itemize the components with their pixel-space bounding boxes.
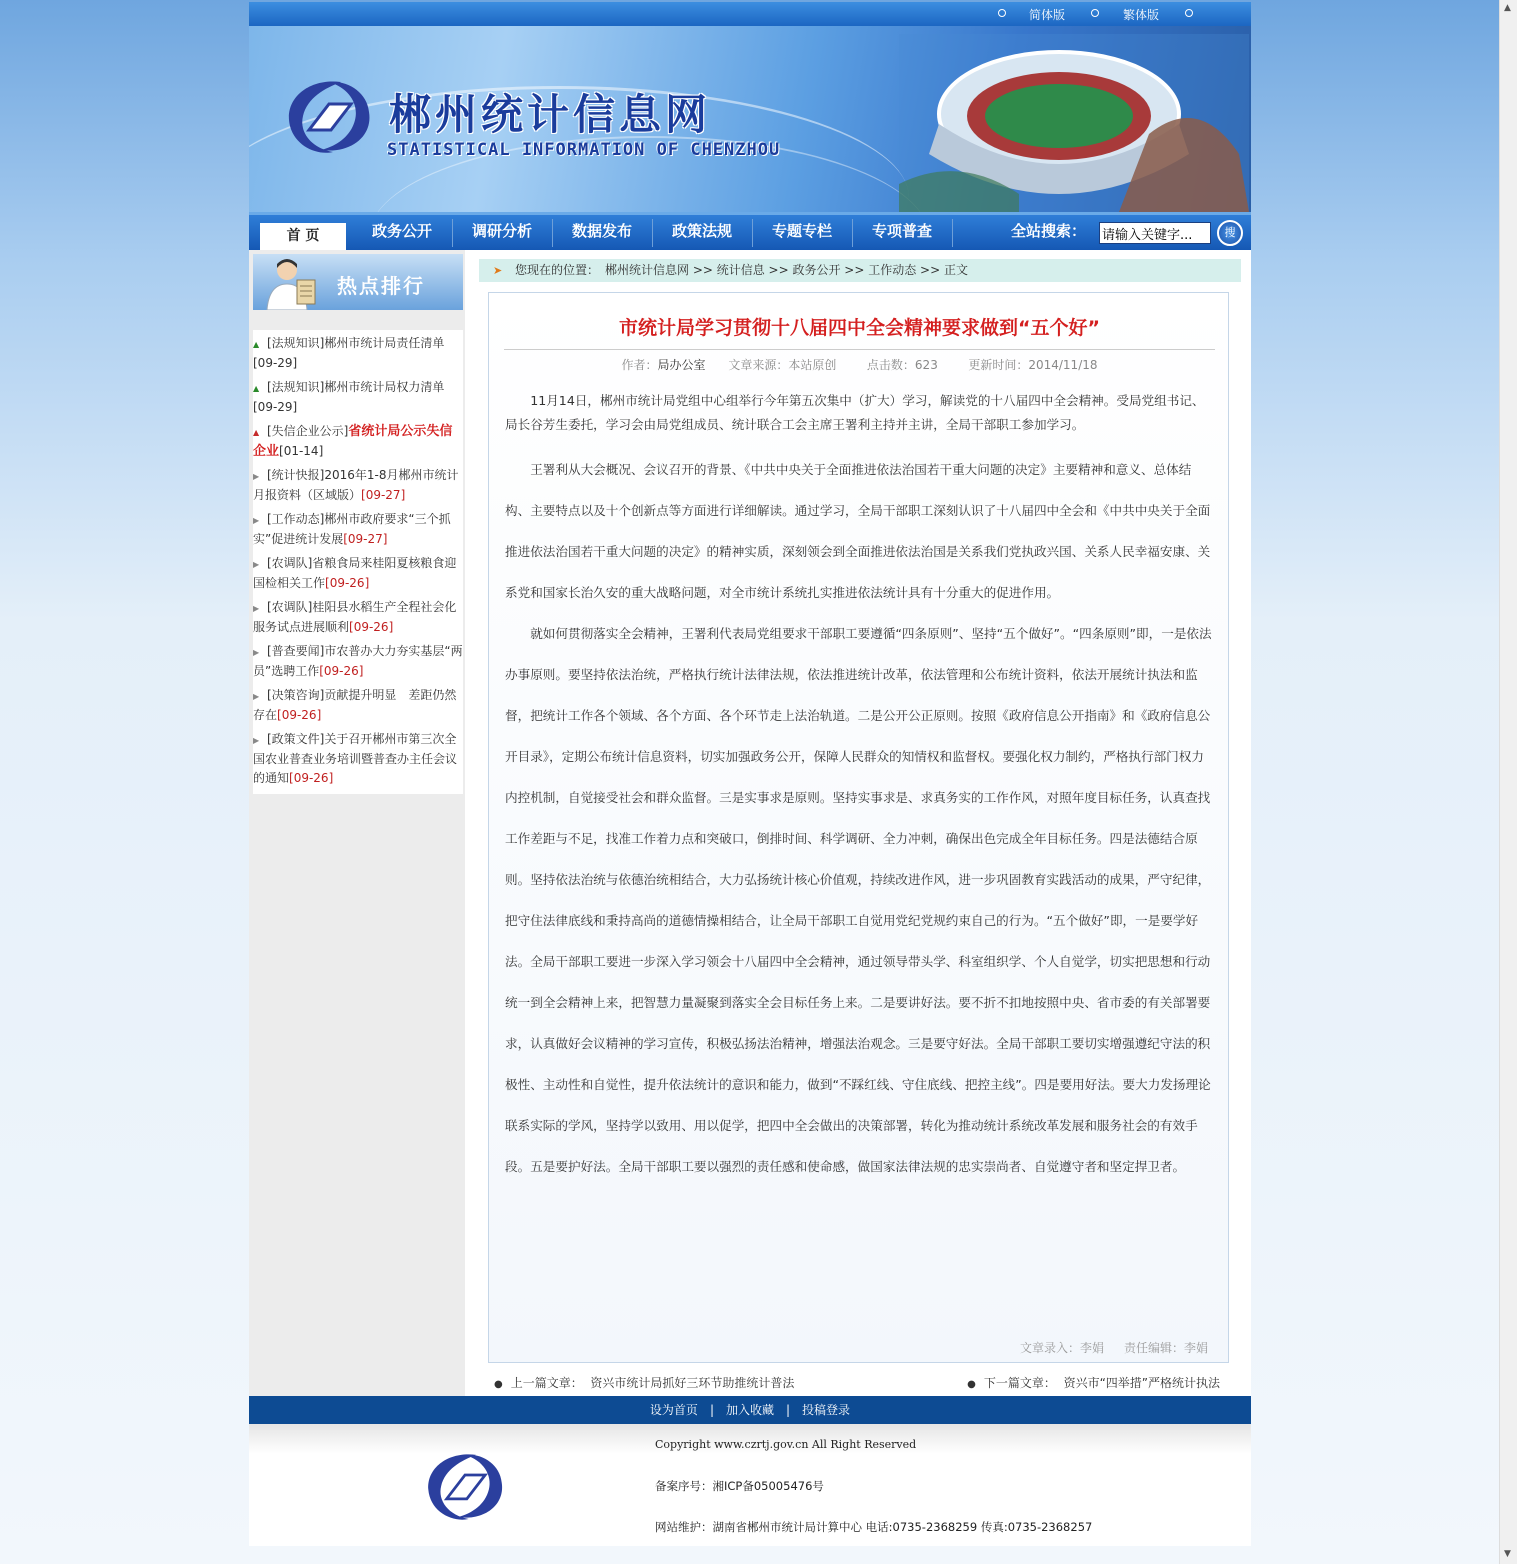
prev-article[interactable]: ● 上一篇文章： 资兴市统计局抓好三环节助推统计普法 <box>494 1376 795 1390</box>
article-body <box>505 389 1213 1187</box>
triangle-up-icon: ▲ <box>253 340 260 349</box>
nav-data-release[interactable]: 数据发布 <box>571 222 632 240</box>
article-title: 市统计局学习贯彻十八届四中全会精神要求做到“五个好” <box>619 317 1100 339</box>
add-favorite-link[interactable]: 加入收藏 <box>725 1403 774 1417</box>
vertical-scrollbar[interactable] <box>1499 0 1517 1564</box>
list-item[interactable]: ▶ [统计快报]2016年1-8月郴州市统计月报资料（区域版）[09-27] <box>253 468 459 502</box>
article-meta: 作者：局办公室 文章来源：本站原创 点击数：623 更新时间：2014/11/18 <box>621 358 1098 372</box>
submit-login-link[interactable]: 投稿登录 <box>802 1403 851 1417</box>
list-item[interactable]: ▲ [法规知识]郴州市统计局责任清单 [09-29] <box>253 336 445 370</box>
search-input[interactable] <box>1099 222 1211 244</box>
hot-ranking-list <box>253 330 463 794</box>
copyright: Copyright www.czrtj.gov.cn All Right Reserved <box>655 1438 917 1451</box>
nav-topics[interactable]: 专题专栏 <box>771 222 832 240</box>
footer <box>249 1424 1251 1546</box>
triangle-up-icon: ▲ <box>253 428 260 437</box>
scroll-up-icon[interactable]: ▲ <box>1504 3 1511 13</box>
page <box>249 2 1251 1546</box>
set-homepage-link[interactable]: 设为首页 <box>649 1403 698 1417</box>
article-clicks: 点击数：623 <box>866 358 938 372</box>
search-button[interactable]: 搜 <box>1217 220 1243 246</box>
breadcrumb-label: 您现在的位置： <box>515 263 600 277</box>
article-paragraph: 11月14日，郴州市统计局党组中心组举行今年第五次集中（扩大）学习，解读党的十八届四中全会精神。受局党组书记、局长谷芳生委托，学习会由局党组成员、统计联合工会主席王署利主持并主讲，全局干部职工参加学习。 <box>505 393 1205 432</box>
footer-logo-icon <box>421 1444 509 1528</box>
site-subtitle: STATISTICAL INFORMATION OF CHENZHOU <box>387 140 781 160</box>
site-banner <box>249 26 1251 212</box>
triangle-right-icon: ▶ <box>253 648 260 657</box>
nav-policy[interactable]: 政策法规 <box>671 222 732 240</box>
top-bar <box>249 2 1251 26</box>
article-credits <box>1000 1339 1208 1356</box>
triangle-right-icon: ▶ <box>253 516 260 525</box>
triangle-right-icon: ▶ <box>253 736 260 745</box>
nav-home[interactable]: 首 页 <box>260 223 346 250</box>
sidebar <box>249 250 465 1396</box>
traditional-chinese-link[interactable]: 繁体版 <box>1123 8 1160 22</box>
hot-ranking-title: 热点排行 <box>337 274 425 298</box>
search-label: 全站搜索： <box>1011 222 1087 240</box>
main-nav <box>249 212 1251 250</box>
nav-research[interactable]: 调研分析 <box>471 222 532 240</box>
list-item[interactable]: ▶ [政策文件]关于召开郴州市第三次全国农业普查业务培训暨普查办主任会议的通知[09-26] <box>253 732 458 785</box>
article-paragraph: 就如何贯彻落实全会精神，王署利代表局党组要求干部职工要遵循“四条原则”、坚持“五个做好”。“四条原则”即，一是依法办事原则。要坚持依法治统，严格执行统计法律法规，依法推进统计改革，依法管理和公布统计资料，依法开展统计执法和监督，把统计工作各个领域、各个方面、各个环节走上法治轨道。二是公开公正原则。按照《政府信息公开指南》和《政府信息公开目录》，定期公布统计信息资料，切实加强政务公开，保障人民群众的知情权和监督权。要强化权力制约，严格执行部门权力内控机制，自觉接受社会和群众监督。三是实事求是原则。坚持实事求是、求真务实的工作作风，对照年度目标任务，认真查找工作差距与不足，找准工作着力点和突破口，倒排时间、科学调研、全力冲刺，确保出色完成全年目标任务。四是法德结合原则。坚持依法治统与依德治统相结合，大力弘扬统计核心价值观，持续改进作风，进一步巩固教育实践活动的成果，严守纪律，把守住法律底线和秉持高尚的道德情操相结合，让全局干部职工自觉用党纪党规约束自己的行为。“五个做好”即，一是要学好法。全局干部职工要进一步深入学习领会十八届四中全会精神，通过领导带头学、科室组织学、个人自觉学，切实把思想和行动统一到全会精神上来，把智慧力量凝聚到落实全会目标任务上来。二是要讲好法。要不折不扣地按照中央、省市委的有关部署要求，认真做好会议精神的学习宣传，积极弘扬法治精神，增强法治观念。三是要守好法。全局干部职工要切实增强遵纪守法的积极性、主动性和自觉性，提升依法统计的意识和能力，做到“不踩红线、守住底线、把控主线”。四是要用好法。要大力发扬理论联系实际的学风，坚持学以致用、用以促学，把四中全会做出的决策部署，转化为推动统计系统改革发展和服务社会的有效手段。五是要护好法。全局干部职工要以强烈的责任感和使命感，做国家法律法规的忠实崇尚者、自觉遵守者和坚定捍卫者。 <box>505 626 1212 1174</box>
bullet-icon <box>1185 9 1193 17</box>
triangle-right-icon: ▶ <box>253 604 260 613</box>
bullet-icon <box>998 9 1006 17</box>
bullet-icon: ● <box>494 1379 503 1390</box>
article-editor: 责任编辑：李娟 <box>1123 1341 1208 1355</box>
icp-record: 备案序号：湘ICP备05005476号 <box>655 1479 824 1493</box>
hot-ranking-header <box>253 254 463 310</box>
breadcrumb-path[interactable]: 郴州统计信息网 >> 统计信息 >> 政务公开 >> 工作动态 >> 正文 <box>605 263 968 277</box>
article <box>488 292 1229 1363</box>
list-item[interactable]: ▶ [决策咨询]贡献提升明显 差距仍然存在[09-26] <box>253 688 457 722</box>
prev-article-link[interactable]: 资兴市统计局抓好三环节助推统计普法 <box>590 1376 795 1390</box>
scroll-down-icon[interactable]: ▼ <box>1504 1549 1511 1559</box>
simplified-chinese-link[interactable]: 简体版 <box>1029 8 1066 22</box>
triangle-right-icon: ▶ <box>253 560 260 569</box>
list-item[interactable]: ▶ [工作动态]郴州市政府要求“三个抓实”促进统计发展[09-27] <box>253 512 451 546</box>
next-article-link[interactable]: 资兴市“四举措”严格统计执法 <box>1063 1376 1220 1390</box>
list-item[interactable]: ▶ [农调队]桂阳县水稻生产全程社会化服务试点进展顺利[09-26] <box>253 600 457 634</box>
site-logo-icon <box>281 74 377 158</box>
nav-government-affairs[interactable]: 政务公开 <box>371 222 432 240</box>
site-title: 郴州统计信息网 <box>389 90 712 139</box>
triangle-right-icon: ▶ <box>253 472 260 481</box>
bullet-icon: ● <box>967 1379 976 1390</box>
triangle-up-icon: ▲ <box>253 384 260 393</box>
footer-links: 设为首页 | 加入收藏 | 投稿登录 <box>249 1396 1251 1424</box>
list-item[interactable]: ▲ [法规知识]郴州市统计局权力清单 [09-29] <box>253 380 445 414</box>
bullet-icon <box>1091 9 1099 17</box>
list-item[interactable]: ▲ [失信企业公示]省统计局公示失信企业[01-14] <box>253 424 453 459</box>
article-source: 文章来源：本站原创 <box>728 358 837 372</box>
person-icon <box>263 256 325 310</box>
list-item[interactable]: ▶ [农调队]省粮食局来桂阳夏核粮食迎国检相关工作[09-26] <box>253 556 457 590</box>
stadium-image-icon <box>899 34 1249 212</box>
triangle-right-icon: ▶ <box>253 692 260 701</box>
article-entry: 文章录入：李娟 <box>1019 1341 1104 1355</box>
breadcrumb <box>479 259 1241 282</box>
article-author[interactable]: 局办公室 <box>657 358 706 372</box>
article-updated: 更新时间：2014/11/18 <box>968 358 1098 372</box>
double-arrow-icon: ➤ <box>493 264 503 277</box>
maintainer-info: 网站维护：湖南省郴州市统计局计算中心 电话:0735-2368259 传真:0735-2368257 <box>655 1520 1093 1534</box>
article-paragraph: 王署利从大会概况、会议召开的背景、《中共中央关于全面推进依法治国若干重大问题的决定》主要精神和意义、总体结构、主要特点以及十个创新点等方面进行详细解读。通过学习，全局干部职工深刻认识了十八届四中全会和《中共中央关于全面推进依法治国若干重大问题的决定》的精神实质，深刻领会到全面推进依法治国是关系我们党执政兴国、关系人民幸福安康、关系党和国家长治久安的重大战略问题，对全市统计系统扎实推进依法统计具有十分重大的促进作用。 <box>505 462 1211 600</box>
nav-census[interactable]: 专项普查 <box>871 222 932 240</box>
next-article[interactable]: ● 下一篇文章： 资兴市“四举措”严格统计执法 <box>967 1376 1220 1390</box>
list-item[interactable]: ▶ [普查要闻]市农普办大力夯实基层“两员”选聘工作[09-26] <box>253 644 463 678</box>
